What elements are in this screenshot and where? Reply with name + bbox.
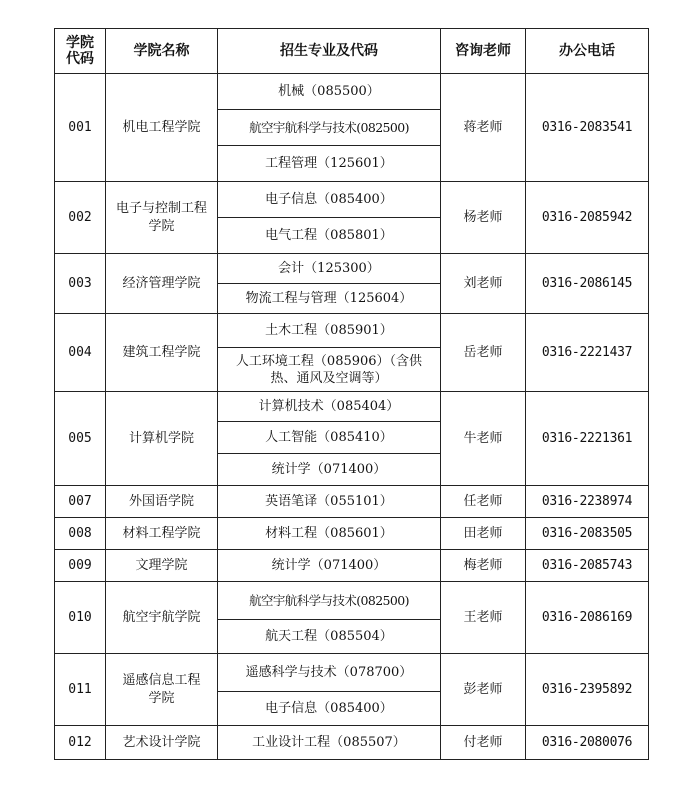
college-code: 004 xyxy=(55,314,106,392)
header-college-name: 学院名称 xyxy=(106,29,218,74)
table-row xyxy=(55,550,649,582)
admissions-contact-table xyxy=(54,28,649,760)
college-name: 航空宇航学院 xyxy=(106,582,218,654)
header-college-code: 学院代码 xyxy=(55,29,106,74)
phone-cell: 0316-2085743 xyxy=(526,550,649,582)
college-name: 材料工程学院 xyxy=(106,518,218,550)
table-row xyxy=(55,392,649,422)
major-cell: 工业设计工程（085507） xyxy=(218,726,441,760)
phone-cell: 0316-2221437 xyxy=(526,314,649,392)
phone-cell: 0316-2221361 xyxy=(526,392,649,486)
table-row xyxy=(55,726,649,760)
college-code: 002 xyxy=(55,182,106,254)
college-name: 外国语学院 xyxy=(106,486,218,518)
table-body xyxy=(55,74,649,760)
table-row xyxy=(55,254,649,284)
major-cell: 英语笔译（055101） xyxy=(218,486,441,518)
phone-cell: 0316-2083505 xyxy=(526,518,649,550)
phone-cell: 0316-2086169 xyxy=(526,582,649,654)
major-cell: 航空宇航科学与技术(082500) xyxy=(218,110,441,146)
college-name: 电子与控制工程学院 xyxy=(106,182,218,254)
college-name: 机电工程学院 xyxy=(106,74,218,182)
teacher-cell: 刘老师 xyxy=(441,254,526,314)
college-code: 003 xyxy=(55,254,106,314)
teacher-cell: 田老师 xyxy=(441,518,526,550)
table-row xyxy=(55,314,649,348)
major-cell: 航空宇航科学与技术(082500) xyxy=(218,582,441,620)
phone-cell: 0316-2085942 xyxy=(526,182,649,254)
header-row xyxy=(55,29,649,74)
teacher-cell: 蒋老师 xyxy=(441,74,526,182)
college-code: 011 xyxy=(55,654,106,726)
teacher-cell: 杨老师 xyxy=(441,182,526,254)
table-row xyxy=(55,518,649,550)
major-cell: 电子信息（085400） xyxy=(218,182,441,218)
teacher-cell: 牛老师 xyxy=(441,392,526,486)
college-name: 遥感信息工程学院 xyxy=(106,654,218,726)
teacher-cell: 彭老师 xyxy=(441,654,526,726)
major-cell: 电气工程（085801） xyxy=(218,218,441,254)
major-cell: 会计（125300） xyxy=(218,254,441,284)
major-cell: 土木工程（085901） xyxy=(218,314,441,348)
table-row xyxy=(55,74,649,110)
college-code: 005 xyxy=(55,392,106,486)
major-cell: 人工智能（085410） xyxy=(218,422,441,454)
college-code: 010 xyxy=(55,582,106,654)
teacher-cell: 付老师 xyxy=(441,726,526,760)
teacher-cell: 岳老师 xyxy=(441,314,526,392)
college-code: 001 xyxy=(55,74,106,182)
major-cell: 统计学（071400） xyxy=(218,550,441,582)
table-row xyxy=(55,582,649,620)
college-code: 009 xyxy=(55,550,106,582)
college-name: 建筑工程学院 xyxy=(106,314,218,392)
college-code: 007 xyxy=(55,486,106,518)
college-code: 008 xyxy=(55,518,106,550)
teacher-cell: 任老师 xyxy=(441,486,526,518)
major-cell: 人工环境工程（085906）（含供热、通风及空调等） xyxy=(218,348,441,392)
major-cell: 材料工程（085601） xyxy=(218,518,441,550)
major-cell: 遥感科学与技术（078700） xyxy=(218,654,441,692)
header-majors: 招生专业及代码 xyxy=(218,29,441,74)
major-cell: 计算机技术（085404） xyxy=(218,392,441,422)
table-row xyxy=(55,182,649,218)
header-teacher: 咨询老师 xyxy=(441,29,526,74)
teacher-cell: 梅老师 xyxy=(441,550,526,582)
phone-cell: 0316-2083541 xyxy=(526,74,649,182)
phone-cell: 0316-2395892 xyxy=(526,654,649,726)
major-cell: 电子信息（085400） xyxy=(218,692,441,726)
major-cell: 航天工程（085504） xyxy=(218,620,441,654)
phone-cell: 0316-2080076 xyxy=(526,726,649,760)
table-header xyxy=(55,29,649,74)
teacher-cell: 王老师 xyxy=(441,582,526,654)
table-row xyxy=(55,486,649,518)
college-name: 艺术设计学院 xyxy=(106,726,218,760)
college-code: 012 xyxy=(55,726,106,760)
table-row xyxy=(55,654,649,692)
major-cell: 机械（085500） xyxy=(218,74,441,110)
college-name: 经济管理学院 xyxy=(106,254,218,314)
major-cell: 物流工程与管理（125604） xyxy=(218,284,441,314)
phone-cell: 0316-2086145 xyxy=(526,254,649,314)
major-cell: 工程管理（125601） xyxy=(218,146,441,182)
phone-cell: 0316-2238974 xyxy=(526,486,649,518)
college-name: 文理学院 xyxy=(106,550,218,582)
major-cell: 统计学（071400） xyxy=(218,454,441,486)
college-name: 计算机学院 xyxy=(106,392,218,486)
header-phone: 办公电话 xyxy=(526,29,649,74)
